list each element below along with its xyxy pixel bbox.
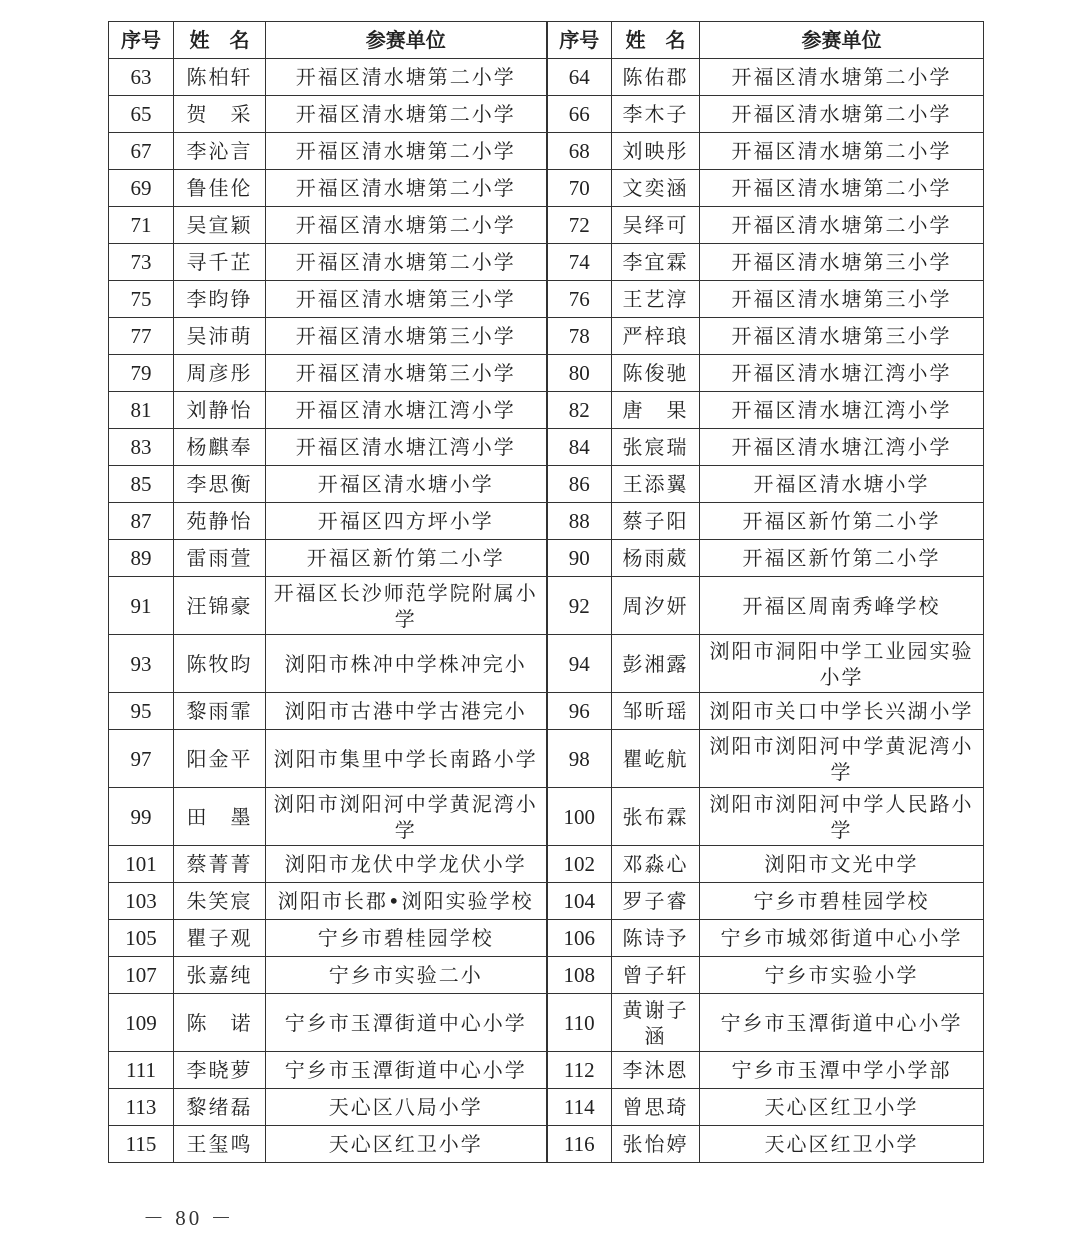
entry-name: 吴绎可 xyxy=(612,207,700,244)
entry-name: 陈佑郡 xyxy=(612,59,700,96)
table-row xyxy=(109,788,984,846)
entry-name: 贺 采 xyxy=(174,96,266,133)
entry-number: 77 xyxy=(109,318,174,355)
entry-number: 100 xyxy=(547,788,612,846)
entry-number: 116 xyxy=(547,1126,612,1163)
entry-number: 81 xyxy=(109,392,174,429)
entry-name: 黎绪磊 xyxy=(174,1089,266,1126)
table-row xyxy=(109,883,984,920)
entry-number: 84 xyxy=(547,429,612,466)
entry-name: 陈俊驰 xyxy=(612,355,700,392)
entry-number: 80 xyxy=(547,355,612,392)
entry-number: 64 xyxy=(547,59,612,96)
entry-org: 宁乡市玉潭街道中心小学 xyxy=(266,994,547,1052)
entry-org: 开福区清水塘江湾小学 xyxy=(700,429,984,466)
entry-org: 开福区新竹第二小学 xyxy=(700,540,984,577)
table-row xyxy=(109,392,984,429)
entry-number: 72 xyxy=(547,207,612,244)
table-row xyxy=(109,1052,984,1089)
entry-number: 67 xyxy=(109,133,174,170)
entry-number: 65 xyxy=(109,96,174,133)
entry-org: 宁乡市实验二小 xyxy=(266,957,547,994)
table-row xyxy=(109,429,984,466)
entry-org: 开福区清水塘小学 xyxy=(700,466,984,503)
entry-org: 开福区清水塘第二小学 xyxy=(700,207,984,244)
entry-name: 曾子轩 xyxy=(612,957,700,994)
page-number: － 80 － xyxy=(143,1206,235,1230)
table-row xyxy=(109,693,984,730)
entry-org: 宁乡市碧桂园学校 xyxy=(700,883,984,920)
entry-number: 69 xyxy=(109,170,174,207)
entry-name: 汪锦豪 xyxy=(174,577,266,635)
entry-number: 115 xyxy=(109,1126,174,1163)
table-row xyxy=(109,170,984,207)
entry-org: 宁乡市玉潭街道中心小学 xyxy=(266,1052,547,1089)
table-row xyxy=(109,59,984,96)
entry-name: 罗子睿 xyxy=(612,883,700,920)
entry-number: 112 xyxy=(547,1052,612,1089)
table-row xyxy=(109,957,984,994)
entry-name: 陈诗予 xyxy=(612,920,700,957)
entry-org: 开福区清水塘第三小学 xyxy=(266,318,547,355)
entry-number: 107 xyxy=(109,957,174,994)
entry-org: 开福区清水塘江湾小学 xyxy=(266,392,547,429)
entry-name: 彭湘露 xyxy=(612,635,700,693)
entry-number: 73 xyxy=(109,244,174,281)
entry-name: 李木子 xyxy=(612,96,700,133)
entry-number: 105 xyxy=(109,920,174,957)
entry-name: 鲁佳伦 xyxy=(174,170,266,207)
entry-org: 开福区清水塘第二小学 xyxy=(700,59,984,96)
entry-org: 开福区清水塘第二小学 xyxy=(266,170,547,207)
table-row xyxy=(109,281,984,318)
entry-org: 天心区红卫小学 xyxy=(266,1126,547,1163)
entry-number: 75 xyxy=(109,281,174,318)
entry-name: 杨雨葳 xyxy=(612,540,700,577)
entry-org: 浏阳市龙伏中学龙伏小学 xyxy=(266,846,547,883)
entry-name: 周汐妍 xyxy=(612,577,700,635)
entry-number: 91 xyxy=(109,577,174,635)
entry-name: 蔡子阳 xyxy=(612,503,700,540)
entry-name: 唐 果 xyxy=(612,392,700,429)
entry-number: 108 xyxy=(547,957,612,994)
entry-number: 99 xyxy=(109,788,174,846)
header-number: 序号 xyxy=(109,22,174,59)
entry-name: 文奕涵 xyxy=(612,170,700,207)
entry-org: 浏阳市株冲中学株冲完小 xyxy=(266,635,547,693)
entry-org: 开福区清水塘江湾小学 xyxy=(700,355,984,392)
entry-number: 78 xyxy=(547,318,612,355)
entry-name: 吴沛萌 xyxy=(174,318,266,355)
entry-org: 天心区红卫小学 xyxy=(700,1089,984,1126)
entry-name: 田 墨 xyxy=(174,788,266,846)
entry-name: 陈 诺 xyxy=(174,994,266,1052)
entry-org: 开福区清水塘江湾小学 xyxy=(700,392,984,429)
entry-name: 寻千芷 xyxy=(174,244,266,281)
table-row xyxy=(109,355,984,392)
entry-name: 张宸瑞 xyxy=(612,429,700,466)
table-row xyxy=(109,207,984,244)
entry-name: 蔡菁菁 xyxy=(174,846,266,883)
entry-org: 天心区红卫小学 xyxy=(700,1126,984,1163)
entry-org: 开福区四方坪小学 xyxy=(266,503,547,540)
entry-org: 浏阳市浏阳河中学人民路小学 xyxy=(700,788,984,846)
entry-org: 浏阳市洞阳中学工业园实验小学 xyxy=(700,635,984,693)
entry-name: 瞿子观 xyxy=(174,920,266,957)
entry-number: 96 xyxy=(547,693,612,730)
table-row xyxy=(109,1126,984,1163)
entry-name: 李沁言 xyxy=(174,133,266,170)
entry-number: 79 xyxy=(109,355,174,392)
entry-org: 浏阳市浏阳河中学黄泥湾小学 xyxy=(266,788,547,846)
entry-org: 宁乡市玉潭中学小学部 xyxy=(700,1052,984,1089)
entry-number: 70 xyxy=(547,170,612,207)
entry-org: 开福区清水塘第二小学 xyxy=(266,96,547,133)
header-name: 姓 名 xyxy=(174,22,266,59)
entry-name: 邹昕瑶 xyxy=(612,693,700,730)
entry-number: 102 xyxy=(547,846,612,883)
table-row xyxy=(109,540,984,577)
entry-name: 阳金平 xyxy=(174,730,266,788)
entry-org: 开福区清水塘第三小学 xyxy=(700,318,984,355)
entry-number: 63 xyxy=(109,59,174,96)
entry-org: 开福区周南秀峰学校 xyxy=(700,577,984,635)
entry-name: 雷雨萱 xyxy=(174,540,266,577)
table-row xyxy=(109,730,984,788)
entry-name: 王添翼 xyxy=(612,466,700,503)
entry-name: 李思衡 xyxy=(174,466,266,503)
entry-number: 109 xyxy=(109,994,174,1052)
entry-org: 开福区清水塘江湾小学 xyxy=(266,429,547,466)
entry-name: 严梓琅 xyxy=(612,318,700,355)
entry-name: 吴宣颖 xyxy=(174,207,266,244)
entry-number: 103 xyxy=(109,883,174,920)
entry-org: 开福区清水塘第三小学 xyxy=(700,281,984,318)
entry-org: 开福区清水塘第三小学 xyxy=(700,244,984,281)
entry-org: 开福区新竹第二小学 xyxy=(700,503,984,540)
entry-name: 曾思琦 xyxy=(612,1089,700,1126)
entry-org: 开福区清水塘第二小学 xyxy=(266,133,547,170)
entry-number: 71 xyxy=(109,207,174,244)
entry-name: 陈柏轩 xyxy=(174,59,266,96)
entry-number: 95 xyxy=(109,693,174,730)
entry-name: 张嘉纯 xyxy=(174,957,266,994)
entry-name: 张布霖 xyxy=(612,788,700,846)
entry-number: 66 xyxy=(547,96,612,133)
entry-number: 98 xyxy=(547,730,612,788)
entry-number: 90 xyxy=(547,540,612,577)
entry-org: 浏阳市文光中学 xyxy=(700,846,984,883)
entry-name: 陈牧昀 xyxy=(174,635,266,693)
entry-name: 张怡婷 xyxy=(612,1126,700,1163)
table-row xyxy=(109,318,984,355)
entry-number: 87 xyxy=(109,503,174,540)
entry-name: 黎雨霏 xyxy=(174,693,266,730)
entry-org: 宁乡市城郊街道中心小学 xyxy=(700,920,984,957)
table-row xyxy=(109,96,984,133)
entry-name: 李昀铮 xyxy=(174,281,266,318)
entry-org: 宁乡市玉潭街道中心小学 xyxy=(700,994,984,1052)
entry-number: 106 xyxy=(547,920,612,957)
entry-number: 92 xyxy=(547,577,612,635)
header-org: 参赛单位 xyxy=(700,22,984,59)
entry-org: 开福区清水塘第二小学 xyxy=(266,59,547,96)
entry-name: 黄谢子涵 xyxy=(612,994,700,1052)
entry-number: 93 xyxy=(109,635,174,693)
entry-org: 浏阳市集里中学长南路小学 xyxy=(266,730,547,788)
entry-org: 开福区清水塘第二小学 xyxy=(700,170,984,207)
entry-org: 天心区八局小学 xyxy=(266,1089,547,1126)
entry-number: 89 xyxy=(109,540,174,577)
entry-name: 瞿屹航 xyxy=(612,730,700,788)
entry-number: 101 xyxy=(109,846,174,883)
header-number: 序号 xyxy=(547,22,612,59)
entry-number: 94 xyxy=(547,635,612,693)
entry-org: 宁乡市实验小学 xyxy=(700,957,984,994)
entry-org: 浏阳市古港中学古港完小 xyxy=(266,693,547,730)
entry-org: 开福区清水塘第二小学 xyxy=(266,244,547,281)
participant-table xyxy=(108,21,984,1163)
entry-name: 朱笑宸 xyxy=(174,883,266,920)
entry-name: 王玺鸣 xyxy=(174,1126,266,1163)
entry-org: 宁乡市碧桂园学校 xyxy=(266,920,547,957)
entry-name: 邓淼心 xyxy=(612,846,700,883)
entry-org: 开福区清水塘第二小学 xyxy=(700,96,984,133)
entry-number: 85 xyxy=(109,466,174,503)
table-row xyxy=(109,1089,984,1126)
table-row xyxy=(109,577,984,635)
header-org: 参赛单位 xyxy=(266,22,547,59)
header-name: 姓 名 xyxy=(612,22,700,59)
entry-number: 97 xyxy=(109,730,174,788)
entry-number: 83 xyxy=(109,429,174,466)
entry-number: 82 xyxy=(547,392,612,429)
table-row xyxy=(109,503,984,540)
entry-number: 104 xyxy=(547,883,612,920)
entry-name: 李晓萝 xyxy=(174,1052,266,1089)
entry-org: 开福区清水塘第三小学 xyxy=(266,281,547,318)
entry-name: 苑静怡 xyxy=(174,503,266,540)
table-row xyxy=(109,244,984,281)
entry-number: 110 xyxy=(547,994,612,1052)
entry-name: 杨麒奉 xyxy=(174,429,266,466)
table-row xyxy=(109,846,984,883)
entry-name: 周彦彤 xyxy=(174,355,266,392)
entry-number: 113 xyxy=(109,1089,174,1126)
table-row xyxy=(109,466,984,503)
table-row xyxy=(109,635,984,693)
header-row xyxy=(109,22,984,59)
entry-name: 王艺淳 xyxy=(612,281,700,318)
table-row xyxy=(109,133,984,170)
entry-name: 李沐恩 xyxy=(612,1052,700,1089)
entry-org: 开福区新竹第二小学 xyxy=(266,540,547,577)
entry-number: 86 xyxy=(547,466,612,503)
entry-number: 68 xyxy=(547,133,612,170)
entry-org: 浏阳市关口中学长兴湖小学 xyxy=(700,693,984,730)
entry-number: 74 xyxy=(547,244,612,281)
entry-number: 111 xyxy=(109,1052,174,1089)
entry-org: 开福区清水塘第二小学 xyxy=(266,207,547,244)
entry-org: 浏阳市长郡•浏阳实验学校 xyxy=(266,883,547,920)
entry-name: 李宜霖 xyxy=(612,244,700,281)
entry-name: 刘静怡 xyxy=(174,392,266,429)
table-row xyxy=(109,920,984,957)
entry-org: 开福区清水塘第二小学 xyxy=(700,133,984,170)
entry-org: 开福区清水塘小学 xyxy=(266,466,547,503)
entry-number: 76 xyxy=(547,281,612,318)
entry-name: 刘映彤 xyxy=(612,133,700,170)
entry-org: 开福区长沙师范学院附属小学 xyxy=(266,577,547,635)
entry-number: 114 xyxy=(547,1089,612,1126)
entry-number: 88 xyxy=(547,503,612,540)
entry-org: 浏阳市浏阳河中学黄泥湾小学 xyxy=(700,730,984,788)
table-row xyxy=(109,994,984,1052)
entry-org: 开福区清水塘第三小学 xyxy=(266,355,547,392)
